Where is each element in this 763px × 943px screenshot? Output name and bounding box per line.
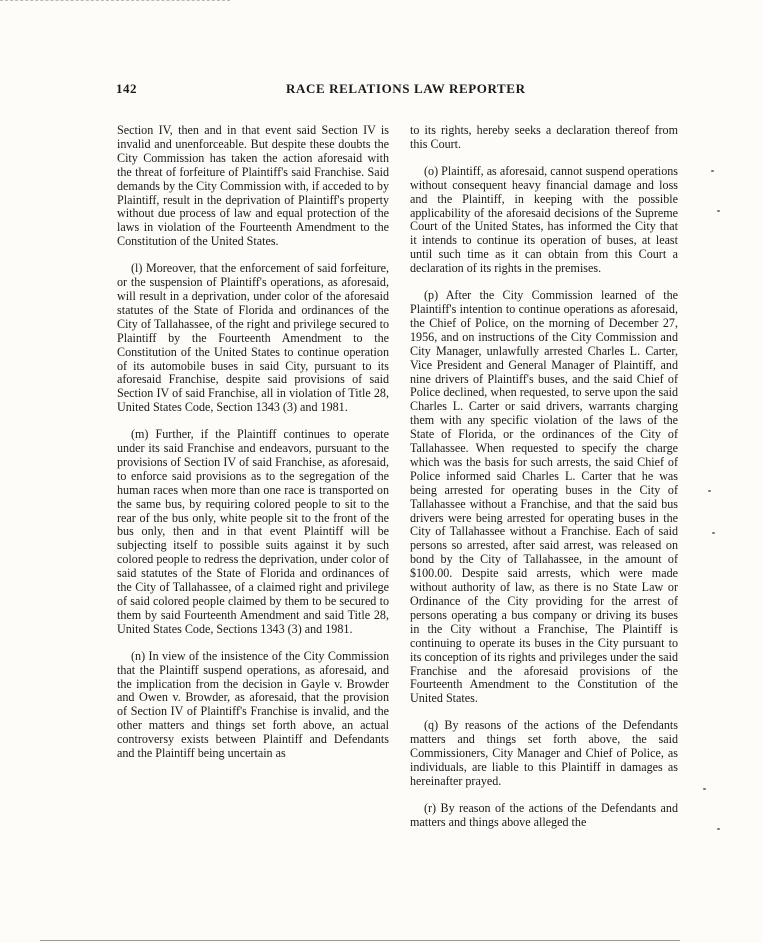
right-paragraph-3: (p) After the City Commission learned of the Plaintiff's intention to continue operations as aforesaid, the Chief of Police, on the morning of December 27, 1956, and on instructions of the City Commission and City Manager, unlawfully arrested Charles L. Carter, Vice President and General Manager of Plaintiff, and nine drivers of Plaintiff's buses, and the said Chief of Police declined, when requested, to serve upon the said Charles L. Carter or said drivers, warrants charging them with any specific violation of the laws of the State of Florida, or the ordinances of the City of Tallahassee. When requested to specify the charge which was the basis for such arrests, the said Chief of Police informed said Charles L. Carter that he was being arrested for operating buses in the City of Tallahassee without a Franchise, and that the said bus drivers were being arrested for operating buses in the City of Tallahassee without a Franchise. Each of said persons so arrested, after said arrest, was released on bond by the City of Tallahassee, in the amount of $100.00. Despite said arrests, which were made without authority of law, as there is no State Law or Ordinance of the City providing for the arrest of persons operating a bus company or driving its buses in the City without a Franchise, The Plaintiff is continuing to operate its buses in the City pursuant to its conception of its rights and privileges under the said Franchise and the aforesaid provisions of the Fourteenth Amendment to the Constitution of the United States. — [410, 288, 678, 706]
running-head: RACE RELATIONS LAW REPORTER — [286, 81, 526, 96]
right-paragraph-4: (q) By reasons of the actions of the Defendants matters and things set forth above, the said Commissioners, City Manager and Chief of Police, as individuals, are liable to this Plaintiff in damages as hereinafter prayed. — [410, 718, 678, 788]
left-paragraph-3: (m) Further, if the Plaintiff continues to operate under its said Franchise and endeavors, pursuant to the provisions of Section IV of said Franchise, as aforesaid, to enforce said provisions as to the segregation of the human races when more than one race is transported on the same bus, by requiring colored people to sit to the rear of the bus only, white people sit to the front of the bus only, then and in that event Plaintiff will be subjecting itself to possible suits against it by such colored people to redress the deprivation, under color of said statutes of the State of Florida and ordinances of the City of Tallahassee, of a claimed right and privilege of said colored people claimed by them to be secured to them by said Fourteenth Amendment and said Title 28, United States Code, Sections 1343 (3) and 1981. — [117, 427, 389, 636]
scan-speck — [717, 828, 720, 830]
left-paragraph-1: Section IV, then and in that event said Section IV is invalid and unenforceable. But despite these doubts the City Commission has taken the action aforesaid with the threat of forfeiture of Plaintiff's said Franchise. Said demands by the City Commission with, if acceded to by Plaintiff, result in the deprivation of Plaintiff's property without due process of law and equal protection of the laws in violation of the Fourteenth Amendment to the Constitution of the United States. — [117, 123, 389, 249]
scan-speck — [712, 532, 715, 534]
right-paragraph-5: (r) By reason of the actions of the Defendants and matters and things above alleged the — [410, 800, 678, 829]
left-paragraph-2: (l) Moreover, that the enforcement of said forfeiture, or the suspension of Plaintiff's operations, as aforesaid, will result in a deprivation, under color of the aforesaid statutes of the State of Florida and ordinances of the City of Tallahassee, of the right and privilege secured to Plaintiff by the Fourteenth Amendment to the Constitution of the United States to continue operation of its automobile buses in said City, pursuant to its aforesaid Franchise, despite said provisions of said Section IV of said Franchise, all in violation of Title 28, United States Code, Section 1343 (3) and 1981. — [117, 261, 389, 415]
left-column — [117, 124, 389, 761]
scan-speck — [717, 210, 720, 212]
scan-speck — [708, 490, 711, 492]
page-number: 142 — [116, 81, 137, 96]
scan-speck — [711, 170, 714, 172]
right-paragraph-1: to its rights, hereby seeks a declaration thereof from this Court. — [410, 123, 678, 151]
scan-speck — [703, 788, 706, 790]
left-paragraph-4: (n) In view of the insistence of the City Commission that the Plaintiff suspend operations, as aforesaid, and the implication from the decision in Gayle v. Browder and Owen v. Browder, as aforesaid, that the provision of Section IV of Plaintiff's Franchise is invalid, and the other matters and things set forth above, an actual controversy exists between Plaintiff and Defendants and the Plaintiff being uncertain as — [117, 648, 389, 761]
right-paragraph-2: (o) Plaintiff, as aforesaid, cannot suspend operations without consequent heavy financial damage and loss and the Plaintiff, in keeping with the possible applicability of the aforesaid decisions of the Supreme Court of the United States, has informed the City that it intends to continue its operation of buses, at least until such time as it can obtain from this Court a declaration of its rights in the premises. — [410, 163, 678, 276]
bottom-rule — [40, 940, 680, 941]
right-column — [410, 124, 678, 830]
top-dashed-rule — [0, 0, 230, 1]
